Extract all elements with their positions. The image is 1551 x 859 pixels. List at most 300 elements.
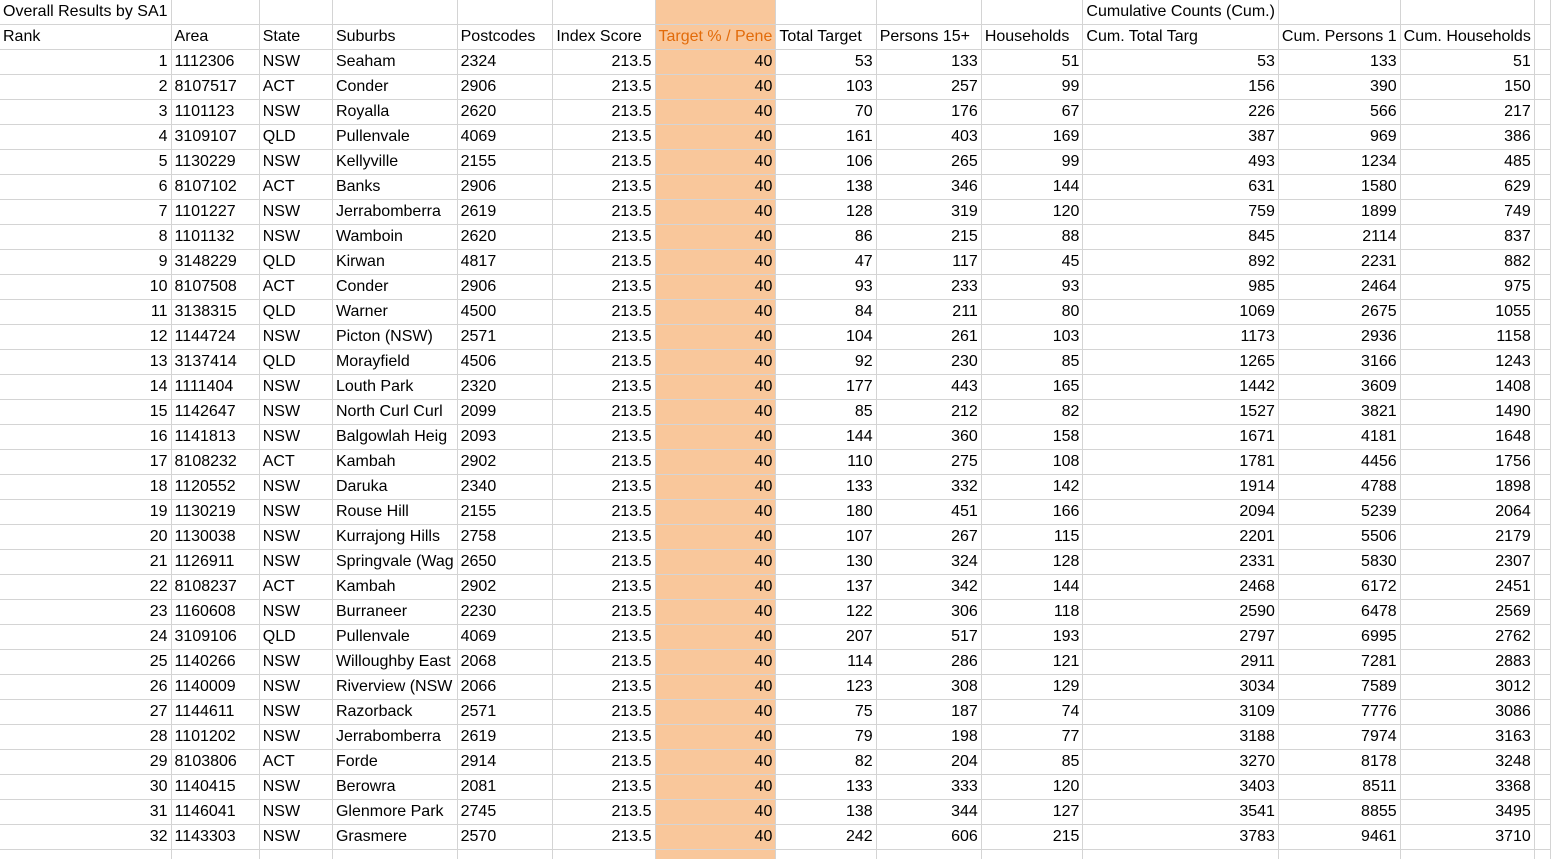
- data-cell[interactable]: ACT: [259, 450, 332, 475]
- data-cell[interactable]: NSW: [259, 550, 332, 575]
- data-cell[interactable]: 40: [655, 350, 776, 375]
- data-cell[interactable]: 1899: [1278, 200, 1400, 225]
- data-cell[interactable]: 4181: [1278, 425, 1400, 450]
- data-cell[interactable]: NSW: [259, 800, 332, 825]
- data-cell[interactable]: 3109106: [171, 625, 259, 650]
- data-cell[interactable]: 1101202: [171, 725, 259, 750]
- data-cell[interactable]: 275: [876, 450, 981, 475]
- data-cell[interactable]: 127: [981, 800, 1083, 825]
- data-cell[interactable]: 142: [981, 475, 1083, 500]
- empty-cell[interactable]: [655, 0, 776, 25]
- data-cell[interactable]: 92: [776, 350, 876, 375]
- data-cell[interactable]: Picton (NSW): [332, 325, 457, 350]
- data-cell[interactable]: 845: [1083, 225, 1279, 250]
- empty-cell[interactable]: [1534, 675, 1550, 700]
- data-cell[interactable]: 1141813: [171, 425, 259, 450]
- empty-cell[interactable]: [776, 0, 876, 25]
- column-header[interactable]: Target % / Pene: [655, 25, 776, 50]
- data-cell[interactable]: 2155: [457, 500, 553, 525]
- data-cell[interactable]: 3109107: [171, 125, 259, 150]
- data-cell[interactable]: 165: [981, 375, 1083, 400]
- data-cell[interactable]: 3086: [1400, 700, 1534, 725]
- column-header[interactable]: Cum. Total Targ: [1083, 25, 1279, 50]
- data-cell[interactable]: 213.5: [553, 650, 655, 675]
- empty-cell[interactable]: [981, 850, 1083, 859]
- empty-cell[interactable]: [1400, 0, 1534, 25]
- data-cell[interactable]: 493: [1083, 150, 1279, 175]
- data-cell[interactable]: 213.5: [553, 150, 655, 175]
- empty-cell[interactable]: [1534, 50, 1550, 75]
- data-cell[interactable]: 85: [981, 350, 1083, 375]
- data-cell[interactable]: 16: [0, 425, 171, 450]
- data-cell[interactable]: 40: [655, 425, 776, 450]
- data-cell[interactable]: 40: [655, 175, 776, 200]
- data-cell[interactable]: 70: [776, 100, 876, 125]
- data-cell[interactable]: 1527: [1083, 400, 1279, 425]
- empty-cell[interactable]: [1534, 325, 1550, 350]
- data-cell[interactable]: 120: [981, 200, 1083, 225]
- cumulative-title[interactable]: Cumulative Counts (Cum.): [1083, 0, 1279, 25]
- data-cell[interactable]: 10: [0, 275, 171, 300]
- data-cell[interactable]: 40: [655, 675, 776, 700]
- data-cell[interactable]: 8107508: [171, 275, 259, 300]
- data-cell[interactable]: 130: [776, 550, 876, 575]
- data-cell[interactable]: 26: [0, 675, 171, 700]
- sheet-title[interactable]: Overall Results by SA1: [0, 0, 171, 25]
- data-cell[interactable]: NSW: [259, 100, 332, 125]
- data-cell[interactable]: 1671: [1083, 425, 1279, 450]
- data-cell[interactable]: NSW: [259, 775, 332, 800]
- empty-cell[interactable]: [1534, 250, 1550, 275]
- empty-cell[interactable]: [0, 850, 171, 859]
- data-cell[interactable]: 2571: [457, 700, 553, 725]
- data-cell[interactable]: 213.5: [553, 775, 655, 800]
- data-cell[interactable]: 128: [981, 550, 1083, 575]
- column-header[interactable]: Area: [171, 25, 259, 50]
- data-cell[interactable]: 93: [776, 275, 876, 300]
- data-cell[interactable]: NSW: [259, 225, 332, 250]
- data-cell[interactable]: 1756: [1400, 450, 1534, 475]
- data-cell[interactable]: 118: [981, 600, 1083, 625]
- data-cell[interactable]: 8108232: [171, 450, 259, 475]
- empty-cell[interactable]: [1083, 850, 1279, 859]
- data-cell[interactable]: 7: [0, 200, 171, 225]
- empty-cell[interactable]: [1534, 0, 1550, 25]
- empty-cell[interactable]: [1534, 625, 1550, 650]
- data-cell[interactable]: 517: [876, 625, 981, 650]
- column-header[interactable]: Rank: [0, 25, 171, 50]
- data-cell[interactable]: ACT: [259, 75, 332, 100]
- data-cell[interactable]: 1648: [1400, 425, 1534, 450]
- data-cell[interactable]: 53: [776, 50, 876, 75]
- data-cell[interactable]: 40: [655, 650, 776, 675]
- data-cell[interactable]: 40: [655, 550, 776, 575]
- data-cell[interactable]: NSW: [259, 400, 332, 425]
- data-cell[interactable]: 344: [876, 800, 981, 825]
- data-cell[interactable]: 1142647: [171, 400, 259, 425]
- data-cell[interactable]: 230: [876, 350, 981, 375]
- empty-cell[interactable]: [1534, 300, 1550, 325]
- empty-cell[interactable]: [553, 850, 655, 859]
- data-cell[interactable]: 21: [0, 550, 171, 575]
- data-cell[interactable]: 29: [0, 750, 171, 775]
- data-cell[interactable]: 40: [655, 250, 776, 275]
- data-cell[interactable]: ACT: [259, 175, 332, 200]
- empty-cell[interactable]: [655, 850, 776, 859]
- data-cell[interactable]: 2758: [457, 525, 553, 550]
- data-cell[interactable]: 2883: [1400, 650, 1534, 675]
- data-cell[interactable]: 2762: [1400, 625, 1534, 650]
- data-cell[interactable]: 12: [0, 325, 171, 350]
- data-cell[interactable]: 82: [981, 400, 1083, 425]
- data-cell[interactable]: 3109: [1083, 700, 1279, 725]
- data-cell[interactable]: 138: [776, 800, 876, 825]
- empty-cell[interactable]: [1534, 525, 1550, 550]
- data-cell[interactable]: 226: [1083, 100, 1279, 125]
- data-cell[interactable]: 213.5: [553, 600, 655, 625]
- data-cell[interactable]: 2745: [457, 800, 553, 825]
- data-cell[interactable]: 129: [981, 675, 1083, 700]
- data-cell[interactable]: Rouse Hill: [332, 500, 457, 525]
- empty-cell[interactable]: [776, 850, 876, 859]
- data-cell[interactable]: 4817: [457, 250, 553, 275]
- data-cell[interactable]: 150: [1400, 75, 1534, 100]
- empty-cell[interactable]: [171, 850, 259, 859]
- data-cell[interactable]: 1130038: [171, 525, 259, 550]
- data-cell[interactable]: 213.5: [553, 100, 655, 125]
- data-cell[interactable]: 485: [1400, 150, 1534, 175]
- data-cell[interactable]: Conder: [332, 75, 457, 100]
- data-cell[interactable]: 40: [655, 225, 776, 250]
- data-cell[interactable]: 161: [776, 125, 876, 150]
- data-cell[interactable]: 1265: [1083, 350, 1279, 375]
- data-cell[interactable]: 31: [0, 800, 171, 825]
- data-cell[interactable]: North Curl Curl: [332, 400, 457, 425]
- empty-cell[interactable]: [457, 850, 553, 859]
- data-cell[interactable]: ACT: [259, 575, 332, 600]
- data-cell[interactable]: 451: [876, 500, 981, 525]
- data-cell[interactable]: 1069: [1083, 300, 1279, 325]
- data-cell[interactable]: 749: [1400, 200, 1534, 225]
- data-cell[interactable]: 2093: [457, 425, 553, 450]
- empty-cell[interactable]: [1534, 350, 1550, 375]
- data-cell[interactable]: 2179: [1400, 525, 1534, 550]
- data-cell[interactable]: Pullenvale: [332, 625, 457, 650]
- data-cell[interactable]: Balgowlah Heig: [332, 425, 457, 450]
- data-cell[interactable]: 1112306: [171, 50, 259, 75]
- empty-cell[interactable]: [1534, 425, 1550, 450]
- data-cell[interactable]: Riverview (NSW: [332, 675, 457, 700]
- data-cell[interactable]: 213.5: [553, 475, 655, 500]
- data-cell[interactable]: 5830: [1278, 550, 1400, 575]
- data-cell[interactable]: 985: [1083, 275, 1279, 300]
- data-cell[interactable]: 85: [776, 400, 876, 425]
- data-cell[interactable]: 286: [876, 650, 981, 675]
- data-cell[interactable]: 156: [1083, 75, 1279, 100]
- data-cell[interactable]: 45: [981, 250, 1083, 275]
- column-header[interactable]: Total Target: [776, 25, 876, 50]
- data-cell[interactable]: 40: [655, 700, 776, 725]
- column-header[interactable]: Persons 15+: [876, 25, 981, 50]
- data-cell[interactable]: 1914: [1083, 475, 1279, 500]
- data-cell[interactable]: 1140266: [171, 650, 259, 675]
- data-cell[interactable]: NSW: [259, 675, 332, 700]
- data-cell[interactable]: 217: [1400, 100, 1534, 125]
- data-cell[interactable]: 144: [981, 175, 1083, 200]
- data-cell[interactable]: 1580: [1278, 175, 1400, 200]
- empty-cell[interactable]: [1534, 550, 1550, 575]
- empty-cell[interactable]: [1534, 800, 1550, 825]
- data-cell[interactable]: 40: [655, 600, 776, 625]
- data-cell[interactable]: 308: [876, 675, 981, 700]
- data-cell[interactable]: Morayfield: [332, 350, 457, 375]
- data-cell[interactable]: 28: [0, 725, 171, 750]
- data-cell[interactable]: 2451: [1400, 575, 1534, 600]
- data-cell[interactable]: 8107517: [171, 75, 259, 100]
- data-cell[interactable]: 23: [0, 600, 171, 625]
- data-cell[interactable]: 25: [0, 650, 171, 675]
- data-cell[interactable]: 342: [876, 575, 981, 600]
- data-cell[interactable]: 213.5: [553, 250, 655, 275]
- data-cell[interactable]: 2911: [1083, 650, 1279, 675]
- data-cell[interactable]: 629: [1400, 175, 1534, 200]
- data-cell[interactable]: 169: [981, 125, 1083, 150]
- data-cell[interactable]: 187: [876, 700, 981, 725]
- data-cell[interactable]: 4788: [1278, 475, 1400, 500]
- data-cell[interactable]: 1146041: [171, 800, 259, 825]
- data-cell[interactable]: 1120552: [171, 475, 259, 500]
- data-cell[interactable]: 387: [1083, 125, 1279, 150]
- column-header[interactable]: State: [259, 25, 332, 50]
- data-cell[interactable]: NSW: [259, 700, 332, 725]
- data-cell[interactable]: 213.5: [553, 575, 655, 600]
- data-cell[interactable]: 2906: [457, 75, 553, 100]
- data-cell[interactable]: 2064: [1400, 500, 1534, 525]
- data-cell[interactable]: 22: [0, 575, 171, 600]
- data-cell[interactable]: 20: [0, 525, 171, 550]
- data-cell[interactable]: 74: [981, 700, 1083, 725]
- data-cell[interactable]: Burraneer: [332, 600, 457, 625]
- data-cell[interactable]: 120: [981, 775, 1083, 800]
- data-cell[interactable]: 213.5: [553, 200, 655, 225]
- data-cell[interactable]: 892: [1083, 250, 1279, 275]
- data-cell[interactable]: 3034: [1083, 675, 1279, 700]
- data-cell[interactable]: NSW: [259, 725, 332, 750]
- empty-cell[interactable]: [1278, 850, 1400, 859]
- data-cell[interactable]: NSW: [259, 325, 332, 350]
- data-cell[interactable]: Kirwan: [332, 250, 457, 275]
- data-cell[interactable]: 8103806: [171, 750, 259, 775]
- data-cell[interactable]: 2340: [457, 475, 553, 500]
- data-cell[interactable]: 5506: [1278, 525, 1400, 550]
- data-cell[interactable]: Royalla: [332, 100, 457, 125]
- data-cell[interactable]: ACT: [259, 750, 332, 775]
- data-cell[interactable]: 103: [776, 75, 876, 100]
- data-cell[interactable]: 332: [876, 475, 981, 500]
- data-cell[interactable]: 215: [876, 225, 981, 250]
- data-cell[interactable]: 324: [876, 550, 981, 575]
- data-cell[interactable]: 77: [981, 725, 1083, 750]
- data-cell[interactable]: QLD: [259, 350, 332, 375]
- data-cell[interactable]: 1140415: [171, 775, 259, 800]
- data-cell[interactable]: 6995: [1278, 625, 1400, 650]
- empty-cell[interactable]: [1534, 275, 1550, 300]
- data-cell[interactable]: 606: [876, 825, 981, 850]
- data-cell[interactable]: 213.5: [553, 400, 655, 425]
- data-cell[interactable]: 2468: [1083, 575, 1279, 600]
- data-cell[interactable]: 4069: [457, 625, 553, 650]
- data-cell[interactable]: 213.5: [553, 750, 655, 775]
- data-cell[interactable]: 75: [776, 700, 876, 725]
- empty-cell[interactable]: [1534, 475, 1550, 500]
- empty-cell[interactable]: [1534, 775, 1550, 800]
- data-cell[interactable]: 2620: [457, 225, 553, 250]
- data-cell[interactable]: 40: [655, 75, 776, 100]
- data-cell[interactable]: 3188: [1083, 725, 1279, 750]
- data-cell[interactable]: 40: [655, 725, 776, 750]
- data-cell[interactable]: 1101227: [171, 200, 259, 225]
- data-cell[interactable]: 40: [655, 525, 776, 550]
- data-cell[interactable]: 2464: [1278, 275, 1400, 300]
- data-cell[interactable]: Warner: [332, 300, 457, 325]
- data-cell[interactable]: 2324: [457, 50, 553, 75]
- data-cell[interactable]: 99: [981, 150, 1083, 175]
- data-cell[interactable]: 117: [876, 250, 981, 275]
- data-cell[interactable]: 1158: [1400, 325, 1534, 350]
- data-cell[interactable]: 2331: [1083, 550, 1279, 575]
- data-cell[interactable]: 443: [876, 375, 981, 400]
- data-cell[interactable]: 213.5: [553, 525, 655, 550]
- empty-cell[interactable]: [332, 850, 457, 859]
- empty-cell[interactable]: [259, 850, 332, 859]
- data-cell[interactable]: 40: [655, 775, 776, 800]
- data-cell[interactable]: 213.5: [553, 625, 655, 650]
- data-cell[interactable]: 40: [655, 800, 776, 825]
- empty-cell[interactable]: [457, 0, 553, 25]
- data-cell[interactable]: 2619: [457, 200, 553, 225]
- data-cell[interactable]: 213.5: [553, 500, 655, 525]
- data-cell[interactable]: 24: [0, 625, 171, 650]
- data-cell[interactable]: 204: [876, 750, 981, 775]
- empty-cell[interactable]: [1534, 175, 1550, 200]
- data-cell[interactable]: 128: [776, 200, 876, 225]
- data-cell[interactable]: NSW: [259, 825, 332, 850]
- data-cell[interactable]: 333: [876, 775, 981, 800]
- data-cell[interactable]: 121: [981, 650, 1083, 675]
- data-cell[interactable]: 213.5: [553, 125, 655, 150]
- data-cell[interactable]: 759: [1083, 200, 1279, 225]
- data-cell[interactable]: 2590: [1083, 600, 1279, 625]
- data-cell[interactable]: 2797: [1083, 625, 1279, 650]
- data-cell[interactable]: 4500: [457, 300, 553, 325]
- data-cell[interactable]: 1101132: [171, 225, 259, 250]
- data-cell[interactable]: 158: [981, 425, 1083, 450]
- data-cell[interactable]: 133: [1278, 50, 1400, 75]
- data-cell[interactable]: Kellyville: [332, 150, 457, 175]
- data-cell[interactable]: 3541: [1083, 800, 1279, 825]
- data-cell[interactable]: 1781: [1083, 450, 1279, 475]
- data-cell[interactable]: 3368: [1400, 775, 1534, 800]
- data-cell[interactable]: 3403: [1083, 775, 1279, 800]
- data-cell[interactable]: 133: [776, 775, 876, 800]
- data-cell[interactable]: 3821: [1278, 400, 1400, 425]
- empty-cell[interactable]: [332, 0, 457, 25]
- data-cell[interactable]: 13: [0, 350, 171, 375]
- data-cell[interactable]: 2099: [457, 400, 553, 425]
- data-cell[interactable]: 53: [1083, 50, 1279, 75]
- data-cell[interactable]: 242: [776, 825, 876, 850]
- data-cell[interactable]: 8511: [1278, 775, 1400, 800]
- data-cell[interactable]: 3138315: [171, 300, 259, 325]
- data-cell[interactable]: 67: [981, 100, 1083, 125]
- data-cell[interactable]: 1144724: [171, 325, 259, 350]
- empty-cell[interactable]: [1534, 600, 1550, 625]
- data-cell[interactable]: 40: [655, 400, 776, 425]
- data-cell[interactable]: QLD: [259, 125, 332, 150]
- data-cell[interactable]: 18: [0, 475, 171, 500]
- data-cell[interactable]: 51: [1400, 50, 1534, 75]
- data-cell[interactable]: 4506: [457, 350, 553, 375]
- data-cell[interactable]: 40: [655, 450, 776, 475]
- data-cell[interactable]: 114: [776, 650, 876, 675]
- data-cell[interactable]: 213.5: [553, 550, 655, 575]
- data-cell[interactable]: 40: [655, 300, 776, 325]
- data-cell[interactable]: NSW: [259, 650, 332, 675]
- data-cell[interactable]: 882: [1400, 250, 1534, 275]
- data-cell[interactable]: 1144611: [171, 700, 259, 725]
- data-cell[interactable]: 267: [876, 525, 981, 550]
- column-header[interactable]: Households: [981, 25, 1083, 50]
- empty-cell[interactable]: [1278, 0, 1400, 25]
- column-header[interactable]: Cum. Persons 1: [1278, 25, 1400, 50]
- data-cell[interactable]: Grasmere: [332, 825, 457, 850]
- data-cell[interactable]: 2569: [1400, 600, 1534, 625]
- empty-cell[interactable]: [1534, 850, 1550, 859]
- data-cell[interactable]: Berowra: [332, 775, 457, 800]
- empty-cell[interactable]: [876, 850, 981, 859]
- data-cell[interactable]: 969: [1278, 125, 1400, 150]
- data-cell[interactable]: Willoughby East: [332, 650, 457, 675]
- data-cell[interactable]: 4: [0, 125, 171, 150]
- data-cell[interactable]: 257: [876, 75, 981, 100]
- data-cell[interactable]: 213.5: [553, 425, 655, 450]
- data-cell[interactable]: 40: [655, 625, 776, 650]
- data-cell[interactable]: 93: [981, 275, 1083, 300]
- data-cell[interactable]: 1130229: [171, 150, 259, 175]
- data-cell[interactable]: NSW: [259, 475, 332, 500]
- data-cell[interactable]: 1160608: [171, 600, 259, 625]
- data-cell[interactable]: 566: [1278, 100, 1400, 125]
- data-cell[interactable]: 1490: [1400, 400, 1534, 425]
- data-cell[interactable]: 213.5: [553, 325, 655, 350]
- data-cell[interactable]: Wamboin: [332, 225, 457, 250]
- data-cell[interactable]: 51: [981, 50, 1083, 75]
- data-cell[interactable]: 40: [655, 275, 776, 300]
- data-cell[interactable]: NSW: [259, 375, 332, 400]
- data-cell[interactable]: 17: [0, 450, 171, 475]
- data-cell[interactable]: 1: [0, 50, 171, 75]
- column-header[interactable]: Postcodes: [457, 25, 553, 50]
- data-cell[interactable]: 213.5: [553, 275, 655, 300]
- data-cell[interactable]: 2231: [1278, 250, 1400, 275]
- data-cell[interactable]: 2081: [457, 775, 553, 800]
- data-cell[interactable]: 193: [981, 625, 1083, 650]
- data-cell[interactable]: 2936: [1278, 325, 1400, 350]
- data-cell[interactable]: 2902: [457, 450, 553, 475]
- data-cell[interactable]: NSW: [259, 150, 332, 175]
- data-cell[interactable]: 84: [776, 300, 876, 325]
- data-cell[interactable]: 176: [876, 100, 981, 125]
